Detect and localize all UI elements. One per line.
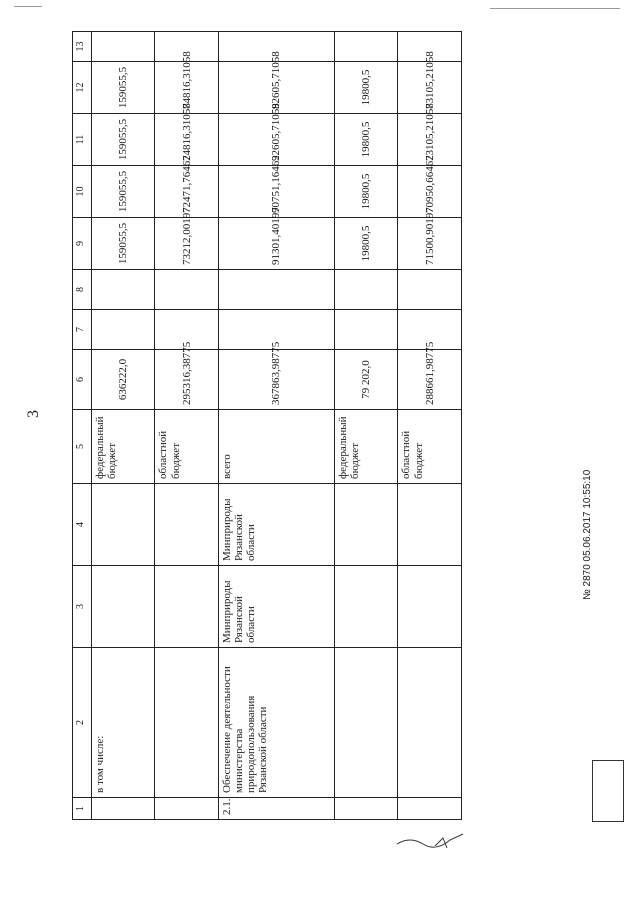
cell-executor [92,566,155,648]
cell-administrator [398,484,462,566]
cell-administrator: Минприроды Рязанской области [218,484,334,566]
stamp-logo-icon [592,760,624,822]
cell-year: 19800,5 [335,218,398,270]
col-header: 9 [73,218,92,270]
registration-stamp: № 2870 05.06.2017 10:55:10 [582,469,593,600]
col-header: 11 [73,114,92,166]
cell-total: 288661,98775 [398,350,462,410]
cell-year: 19800,5 [335,62,398,114]
cell-total: 295316,38775 [155,350,218,410]
cell-year: 159055,5 [92,62,155,114]
cell-year [155,270,218,310]
cell-year: 91301,40197 [218,218,334,270]
cell-source: федеральный бюджет [335,410,398,484]
top-scan-mark [14,6,42,7]
table-row [218,32,334,820]
cell-number: 2.1. [218,798,334,820]
cell-note [92,32,155,62]
signature-icon [395,832,465,852]
col-header: 7 [73,310,92,350]
cell-year: 73105,21058 [398,62,462,114]
cell-executor [155,566,218,648]
cell-year: 19800,5 [335,166,398,218]
cell-year: 19800,5 [335,114,398,166]
cell-year: 73212,00197 [155,218,218,270]
budget-table [72,31,462,820]
table-row [155,32,218,820]
cell-number [398,798,462,820]
cell-year [335,270,398,310]
col-header: 5 [73,410,92,484]
cell-year [92,310,155,350]
col-header: 12 [73,62,92,114]
cell-total: 367863,98775 [218,350,334,410]
cell-name: в том числе: [92,648,155,798]
cell-year: 90751,16462 [218,166,334,218]
cell-year: 74816,31058 [155,114,218,166]
cell-year: 70950,66462 [398,166,462,218]
col-header: 6 [73,350,92,410]
col-header: 13 [73,32,92,62]
cell-number [155,798,218,820]
budget-table-wrapper [72,32,462,820]
cell-year: 92605,71058 [218,62,334,114]
col-header: 8 [73,270,92,310]
cell-note [335,32,398,62]
cell-year: 72471,76462 [155,166,218,218]
cell-executor: Минприроды Рязанской области [218,566,334,648]
cell-number [92,798,155,820]
col-header: 2 [73,648,92,798]
cell-administrator [335,484,398,566]
cell-year [92,270,155,310]
col-header: 1 [73,798,92,820]
cell-total: 636222,0 [92,350,155,410]
col-header: 3 [73,566,92,648]
cell-year [398,270,462,310]
cell-name [335,648,398,798]
cell-year: 73105,21058 [398,114,462,166]
cell-source: всего [218,410,334,484]
page-number: 3 [25,410,42,418]
cell-executor [398,566,462,648]
header-row [73,32,92,820]
cell-year [335,310,398,350]
cell-year: 159055,5 [92,218,155,270]
cell-administrator [92,484,155,566]
cell-source: областной бюджет [398,410,462,484]
table-row [398,32,462,820]
cell-administrator [155,484,218,566]
col-header: 4 [73,484,92,566]
col-header: 10 [73,166,92,218]
cell-executor [335,566,398,648]
cell-source: областной бюджет [155,410,218,484]
top-scan-mark [490,8,620,9]
cell-number [335,798,398,820]
cell-source: федеральный бюджет [92,410,155,484]
cell-year: 71500,90197 [398,218,462,270]
cell-year: 159055,5 [92,166,155,218]
table-row [335,32,398,820]
table-row [92,32,155,820]
cell-name [398,648,462,798]
cell-year: 159055,5 [92,114,155,166]
cell-name [155,648,218,798]
cell-name: Обеспечение деятельности министерства природопользования Рязанской области [218,648,334,798]
cell-year: 92605,71058 [218,114,334,166]
cell-year: 74816,31058 [155,62,218,114]
cell-year [218,270,334,310]
cell-total: 79 202,0 [335,350,398,410]
